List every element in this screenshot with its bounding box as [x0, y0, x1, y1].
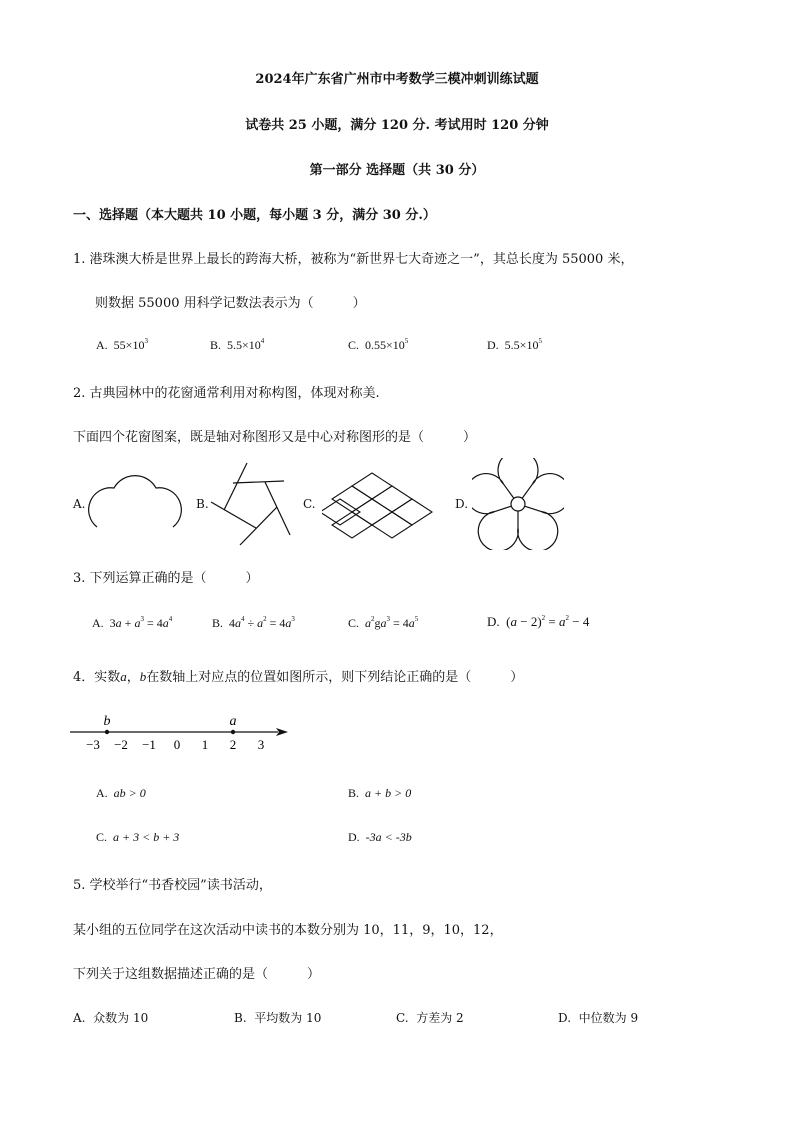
exam-subtitle: 试卷共 25 小题，满分 120 分. 考试用时 120 分钟	[245, 118, 549, 133]
q4-option-c[interactable]: C. a + 3 < b + 3	[96, 830, 180, 844]
q1-option-a[interactable]: A. $55\times 10^3$	[96, 337, 148, 352]
petal-divider	[522, 485, 532, 499]
tick-label: −3	[86, 737, 100, 752]
point-a-label: a	[229, 714, 237, 729]
part-heading: 第一部分 选择题（共 30 分）	[309, 163, 485, 178]
q3-option-b[interactable]: B. $4a^4 \div a^2 = 4a^3$	[212, 615, 295, 630]
q2-label-a[interactable]: A.	[73, 497, 86, 511]
q3-option-d[interactable]: D. $(a - 2)^2 = a^2 - 4$	[487, 614, 590, 629]
tick-label: −1	[142, 737, 156, 752]
section-heading: 一、选择题（本大题共 10 小题，每小题 3 分，满分 30 分.）	[73, 208, 436, 223]
q4-stem: 4．实数a，b在数轴上对应点的位置如图所示，则下列结论正确的是（ ）	[73, 669, 524, 685]
tick-label: 0	[173, 737, 181, 752]
q5-stem-line3: 下列关于这组数据描述正确的是（ ）	[73, 967, 321, 982]
q1-stem-line1: 1. 港珠澳大桥是世界上最长的跨海大桥，被称为“新世界七大奇迹之一”，其总长度为 55000 米，	[73, 252, 634, 267]
q5-option-d[interactable]: D. 中位数为 9	[558, 1011, 639, 1025]
point-a	[231, 730, 235, 734]
petal-divider	[504, 485, 514, 499]
flower-window-a[interactable]	[88, 470, 188, 532]
q2-label-b[interactable]: B.	[196, 497, 209, 511]
q5-option-c[interactable]: C. 方差为 2	[396, 1011, 464, 1025]
q1-option-d[interactable]: D. $5.5\times 10^5$	[487, 337, 542, 352]
exam-title: 2024年广东省广州市中考数学三模冲刺训练试题	[255, 72, 539, 87]
tick-label: 1	[201, 737, 209, 752]
tick-label: 3	[257, 737, 265, 752]
q1-option-b[interactable]: B. $5.5\times 10^4$	[210, 337, 265, 352]
tick-label: 2	[229, 737, 237, 752]
q4-option-a[interactable]: A. ab > 0	[96, 786, 146, 800]
q2-label-d[interactable]: D.	[455, 497, 469, 511]
q4-option-b[interactable]: B. a + b > 0	[348, 786, 412, 800]
flower-window-c[interactable]	[322, 468, 442, 544]
q2-stem-line2: 下面四个花窗图案，既是轴对称图形又是中心对称图形的是（ ）	[73, 430, 477, 445]
q3-option-c[interactable]: C. $a^2ga^3 = 4a^5$	[348, 615, 419, 630]
point-b-label: b	[103, 714, 111, 729]
q3-stem: 3. 下列运算正确的是（ ）	[73, 571, 259, 586]
q4-option-d[interactable]: D. -3a < -3b	[348, 830, 412, 844]
flower-window-d[interactable]	[472, 458, 564, 550]
number-line	[66, 708, 296, 754]
q1-stem-line2: 则数据 55000 用科学记数法表示为（ ）	[95, 296, 366, 311]
center-circle	[511, 497, 525, 511]
q1-option-c[interactable]: C. $0.55\times 10^5$	[348, 337, 409, 352]
tick-label: −2	[114, 737, 128, 752]
q5-option-a[interactable]: A. 众数为 10	[73, 1011, 149, 1025]
q3-option-a[interactable]: A. $3a + a^3 = 4a^4$	[92, 615, 173, 630]
q5-option-b[interactable]: B. 平均数为 10	[234, 1011, 322, 1025]
petal-divider	[495, 506, 511, 511]
petal-outline	[472, 458, 564, 550]
point-b	[105, 730, 109, 734]
q5-stem-line2: 某小组的五位同学在这次活动中读书的本数分别为 10，11，9，10，12，	[73, 923, 503, 938]
q5-stem-line1: 5. 学校举行“书香校园”读书活动，	[73, 878, 272, 893]
flower-window-b[interactable]	[208, 460, 298, 550]
q2-stem-line1: 2. 古典园林中的花窗通常利用对称构图，体现对称美.	[73, 386, 380, 401]
petal-divider	[525, 506, 541, 511]
q2-label-c[interactable]: C.	[303, 497, 316, 511]
